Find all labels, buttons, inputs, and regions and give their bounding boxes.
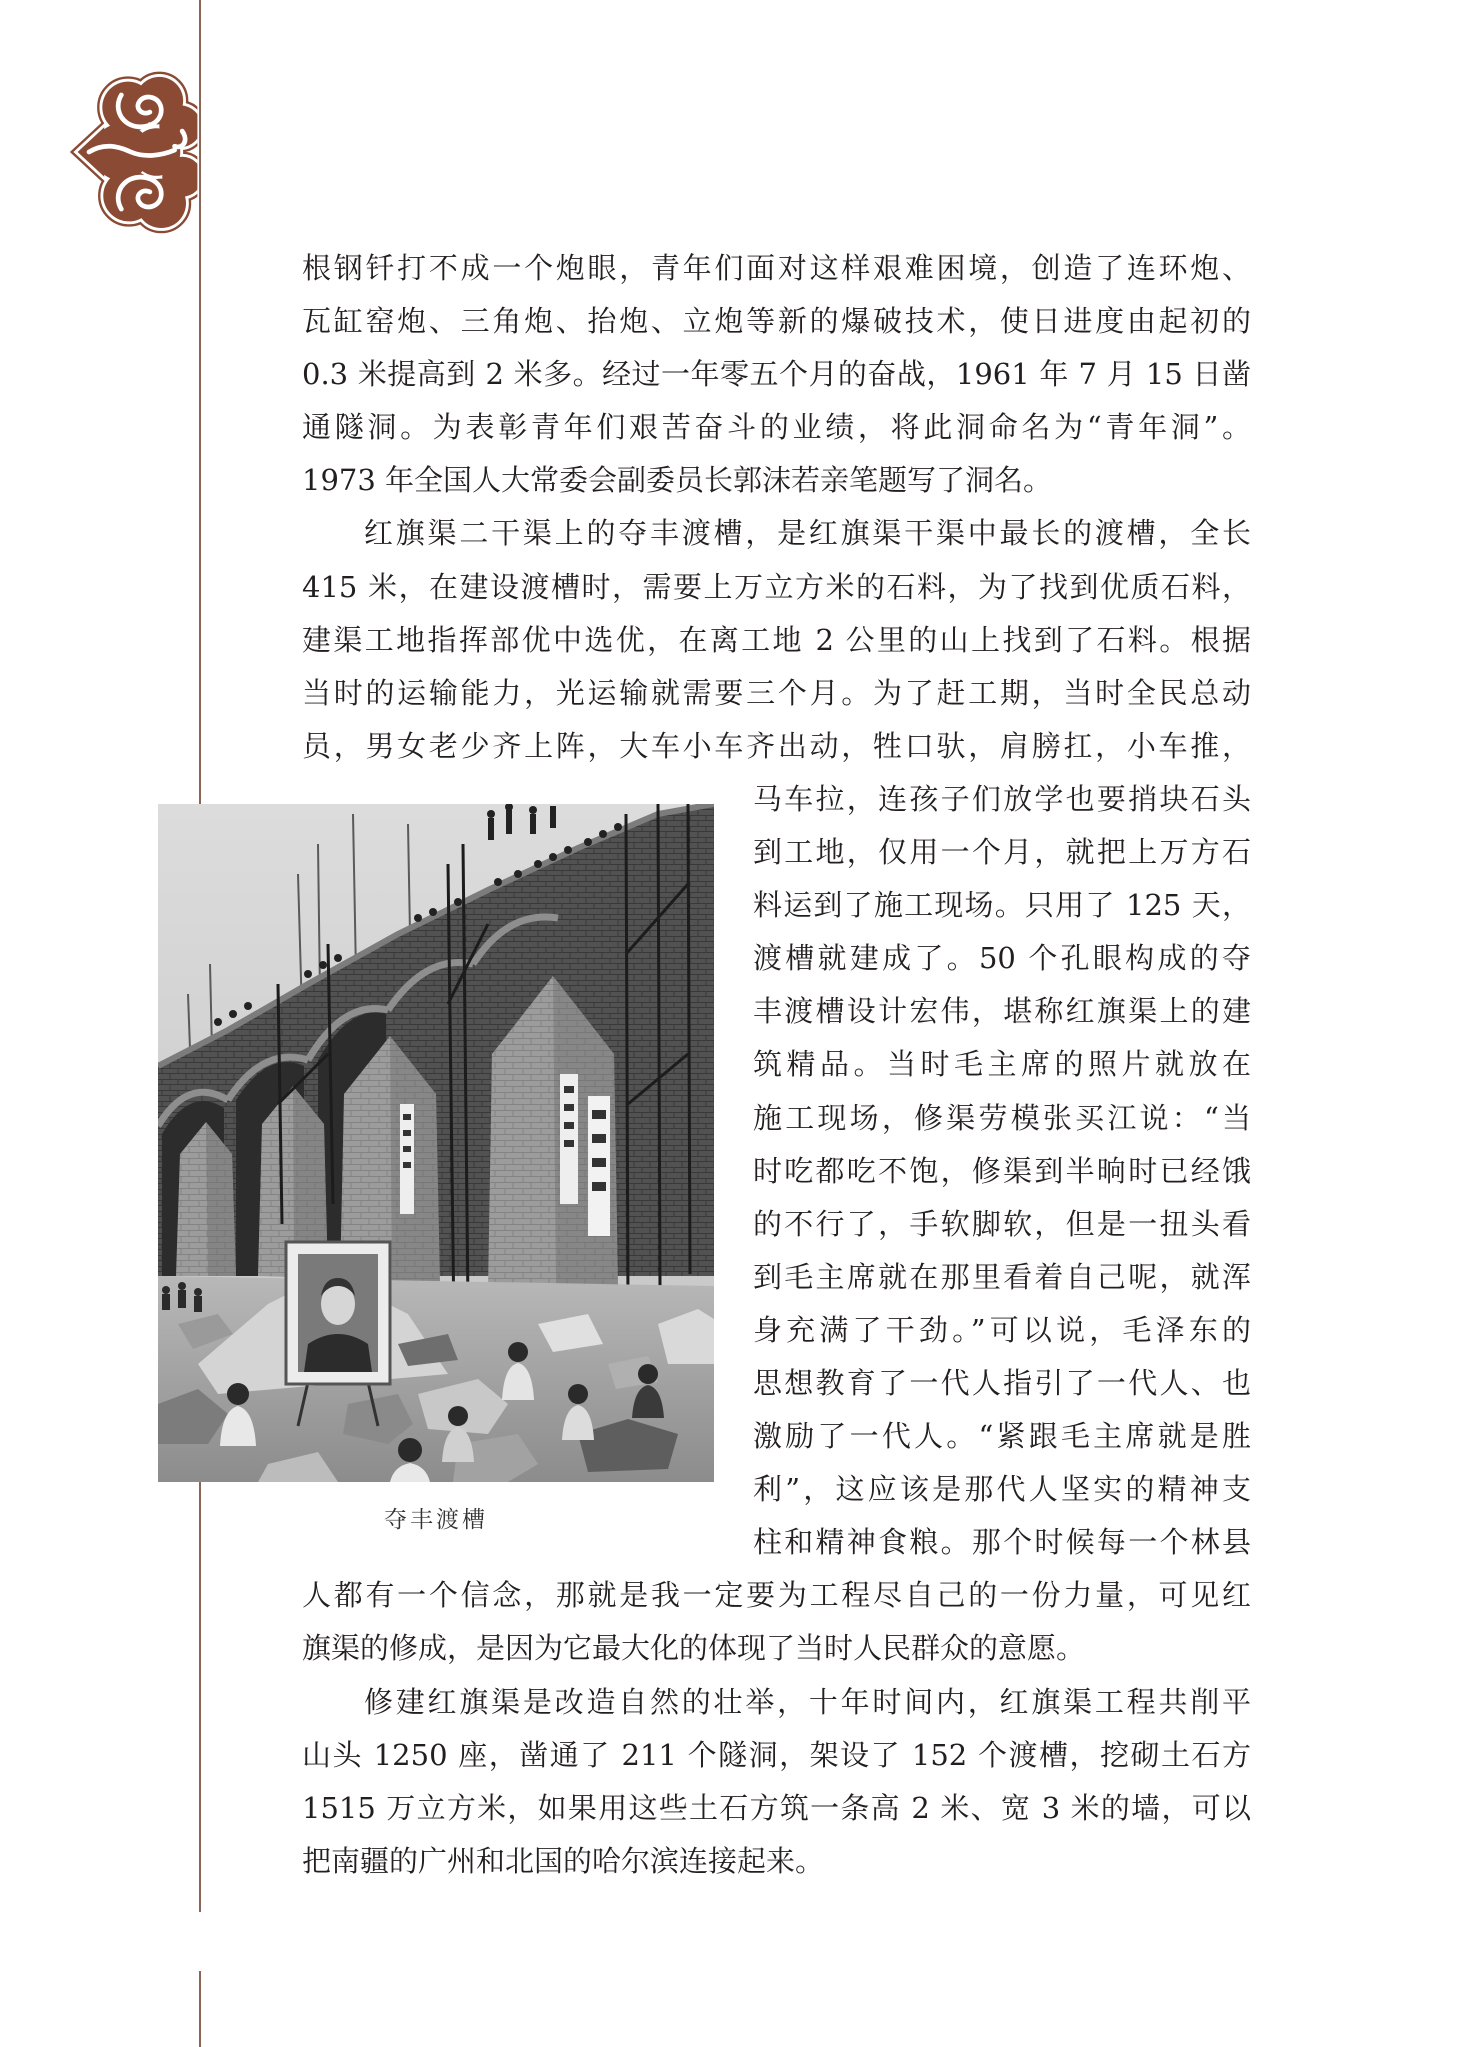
text-line: 施工现场，修渠劳模张买江说：“当 [753,1100,1251,1135]
text-line: 修建红旗渠是改造自然的壮举，十年时间内，红旗渠工程共削平 [364,1684,1251,1719]
text-line: 到工地，仅用一个月，就把上万方石 [753,835,1251,870]
paragraph [302,242,1251,507]
text-line: 根钢钎打不成一个炮眼，青年们面对这样艰难困境，创造了连环炮、 [302,251,1251,285]
text-line: 身充满了干劲。”可以说，毛泽东的 [753,1312,1251,1347]
text-line: 1515 万立方米，如果用这些土石方筑一条高 2 米、宽 3 米的墙，可以 [302,1790,1251,1825]
text-line: 山头 1250 座，凿通了 211 个隧洞，架设了 152 个渡槽，挖砌土石方 [302,1737,1251,1772]
text-line: 把南疆的广州和北国的哈尔滨连接起来。 [302,1843,825,1878]
text-line: 丰渡槽设计宏伟，堪称红旗渠上的建 [753,994,1251,1029]
text-line: 思想教育了一代人指引了一代人、也 [753,1365,1251,1400]
text-line: 利”，这应该是那代人坚实的精神支 [753,1472,1251,1507]
text-line: 筑精品。当时毛主席的照片就放在 [753,1047,1251,1082]
paragraph [302,1676,1251,1888]
text-line: 1973 年全国人大常委会副委员长郭沫若亲笔题写了洞名。 [302,463,1053,498]
text-line: 激励了一代人。“紧跟毛主席就是胜 [753,1419,1251,1454]
text-line: 0.3 米提高到 2 米多。经过一年零五个月的奋战，1961 年 7 月 15 日凿 [302,357,1251,392]
text-line: 渡槽就建成了。50 个孔眼构成的夺 [753,941,1251,976]
rubble-ground [158,1274,714,1482]
auspicious-cloud-icon [70,68,205,236]
text-line: 料运到了施工现场。只用了 125 天， [753,888,1251,923]
text-line: 时吃都吃不饱，修渠到半晌时已经饿 [753,1153,1251,1188]
text-line: 的不行了，手软脚软，但是一扭头看 [753,1206,1251,1241]
text-line: 415 米，在建设渡槽时，需要上万立方米的石料，为了找到优质石料， [302,569,1251,604]
photo-caption: 夺丰渡槽 [384,1507,488,1533]
text-line: 当时的运输能力，光运输就需要三个月。为了赶工期，当时全民总动 [302,675,1251,710]
text-line: 旗渠的修成，是因为它最大化的体现了当时人民群众的意愿。 [302,1631,1086,1666]
text-line: 马车拉，连孩子们放学也要捎块石头 [753,781,1251,816]
text-line: 员，男女老少齐上阵，大车小车齐出动，牲口驮，肩膀扛，小车推， [302,728,1251,763]
text-line: 柱和精神食粮。那个时候每一个林县 [753,1525,1251,1560]
text-line: 人都有一个信念，那就是我一定要为工程尽自己的一份力量，可见红 [302,1578,1251,1613]
margin-rule-bottom [199,1971,201,2047]
text-line: 红旗渠二干渠上的夺丰渡槽，是红旗渠干渠中最长的渡槽，全长 [364,516,1251,551]
text-line: 到毛主席就在那里看着自己呢，就浑 [753,1259,1251,1294]
aqueduct-construction-photo [158,804,714,1482]
text-line: 建渠工地指挥部优中选优，在离工地 2 公里的山上找到了石料。根据 [302,622,1251,657]
text-line: 通隧洞。为表彰青年们艰苦奋斗的业绩，将此洞命名为“青年洞”。 [302,410,1251,445]
text-line: 瓦缸窑炮、三角炮、抬炮、立炮等新的爆破技术，使日进度由起初的 [302,304,1251,339]
